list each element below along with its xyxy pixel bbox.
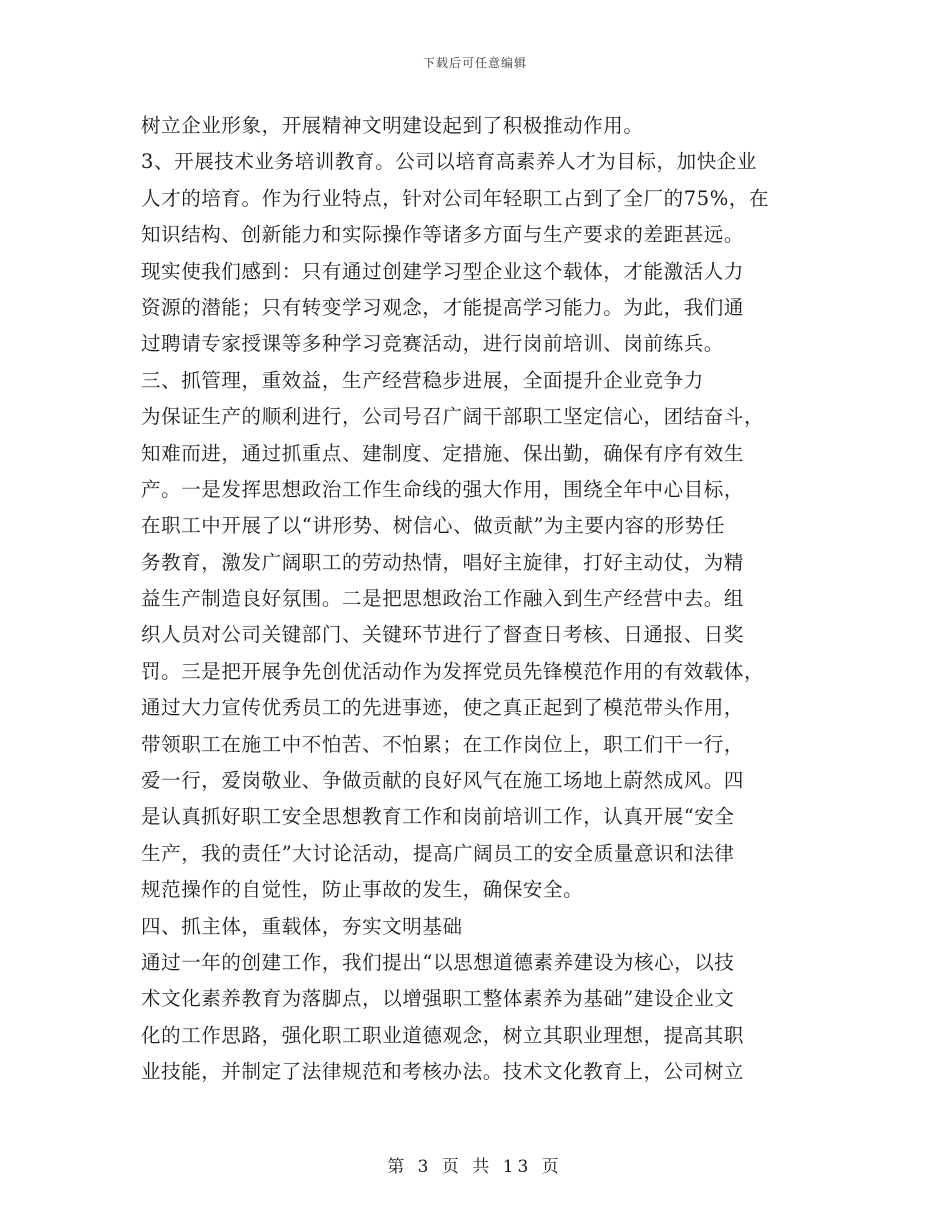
- text-line: 规范操作的自觉性，防止事故的发生，确保安全。: [141, 878, 584, 902]
- text-line: 现实使我们感到：只有通过创建学习型企业这个载体，才能激活人力: [141, 259, 745, 283]
- text-line: 知识结构、创新能力和实际操作等诸多方面与生产要求的差距甚远。: [141, 223, 745, 247]
- text-line: 通过一年的创建工作，我们提出“以思想道德素养建设为核心，以技: [141, 950, 735, 974]
- text-line: 织人员对公司关键部门、关键环节进行了督查日考核、日通报、日奖: [141, 623, 745, 647]
- text-line: 人才的培育。作为行业特点，针对公司年轻职工占到了全厂的75%，在: [141, 186, 770, 210]
- page-indicator: 第 3 页 共 13 页: [387, 1157, 563, 1177]
- text-line: 知难而进，通过抓重点、建制度、定措施、保出勤，确保有序有效生: [141, 441, 745, 465]
- text-line: 带领职工在施工中不怕苦、不怕累；在工作岗位上，职工们干一行，: [141, 732, 745, 756]
- text-line: 术文化素养教育为落脚点，以增强职工整体素养为基础”建设企业文: [141, 987, 735, 1011]
- text-line: 通过大力宣传优秀员工的先进事迹，使之真正起到了模范带头作用，: [141, 696, 745, 720]
- text-line: 化的工作思路，强化职工职业道德观念，树立其职业理想，提高其职: [141, 1023, 745, 1047]
- text-line: 爱一行，爱岗敬业、争做贡献的良好风气在施工场地上蔚然成风。四: [141, 769, 745, 793]
- text-line: 益生产制造良好氛围。二是把思想政治工作融入到生产经营中去。组: [141, 587, 745, 611]
- text-line: 树立企业形象，开展精神文明建设起到了积极推动作用。: [141, 114, 644, 137]
- text-line: 过聘请专家授课等多种学习竞赛活动，进行岗前培训、岗前练兵。: [141, 332, 724, 356]
- header-note: 下载后可任意编辑: [422, 56, 527, 70]
- section-heading: 四、抓主体，重载体，夯实文明基础: [141, 914, 463, 938]
- section-heading: 三、抓管理，重效益，生产经营稳步进展，全面提升企业竞争力: [141, 368, 704, 392]
- body-text: [141, 108, 821, 1091]
- text-line: 是认真抓好职工安全思想教育工作和岗前培训工作，认真开展“安全: [141, 805, 735, 829]
- text-line: 生产，我的责任”大讨论活动，提高广阔员工的安全质量意识和法律: [141, 841, 735, 865]
- text-line: 在职工中开展了以“讲形势、树信心、做贡献”为主要内容的形势任: [141, 514, 725, 538]
- text-line: 为保证生产的顺利进行，公司号召广阔干部职工坚定信心，团结奋斗，: [141, 405, 765, 429]
- text-line: 资源的潜能；只有转变学习观念，才能提高学习能力。为此，我们通: [141, 295, 745, 319]
- text-line: 罚。三是把开展争先创优活动作为发挥党员先锋模范作用的有效载体，: [141, 659, 765, 683]
- text-line: 业技能，并制定了法律规范和考核办法。技术文化教育上，公司树立: [141, 1060, 745, 1084]
- text-line: 3、开展技术业务培训教育。公司以培育高素养人才为目标，加快企业: [141, 150, 758, 174]
- text-line: 产。一是发挥思想政治工作生命线的强大作用，围绕全年中心目标，: [141, 477, 745, 501]
- text-line: 务教育，激发广阔职工的劳动热情，唱好主旋律，打好主动仗，为精: [141, 550, 745, 574]
